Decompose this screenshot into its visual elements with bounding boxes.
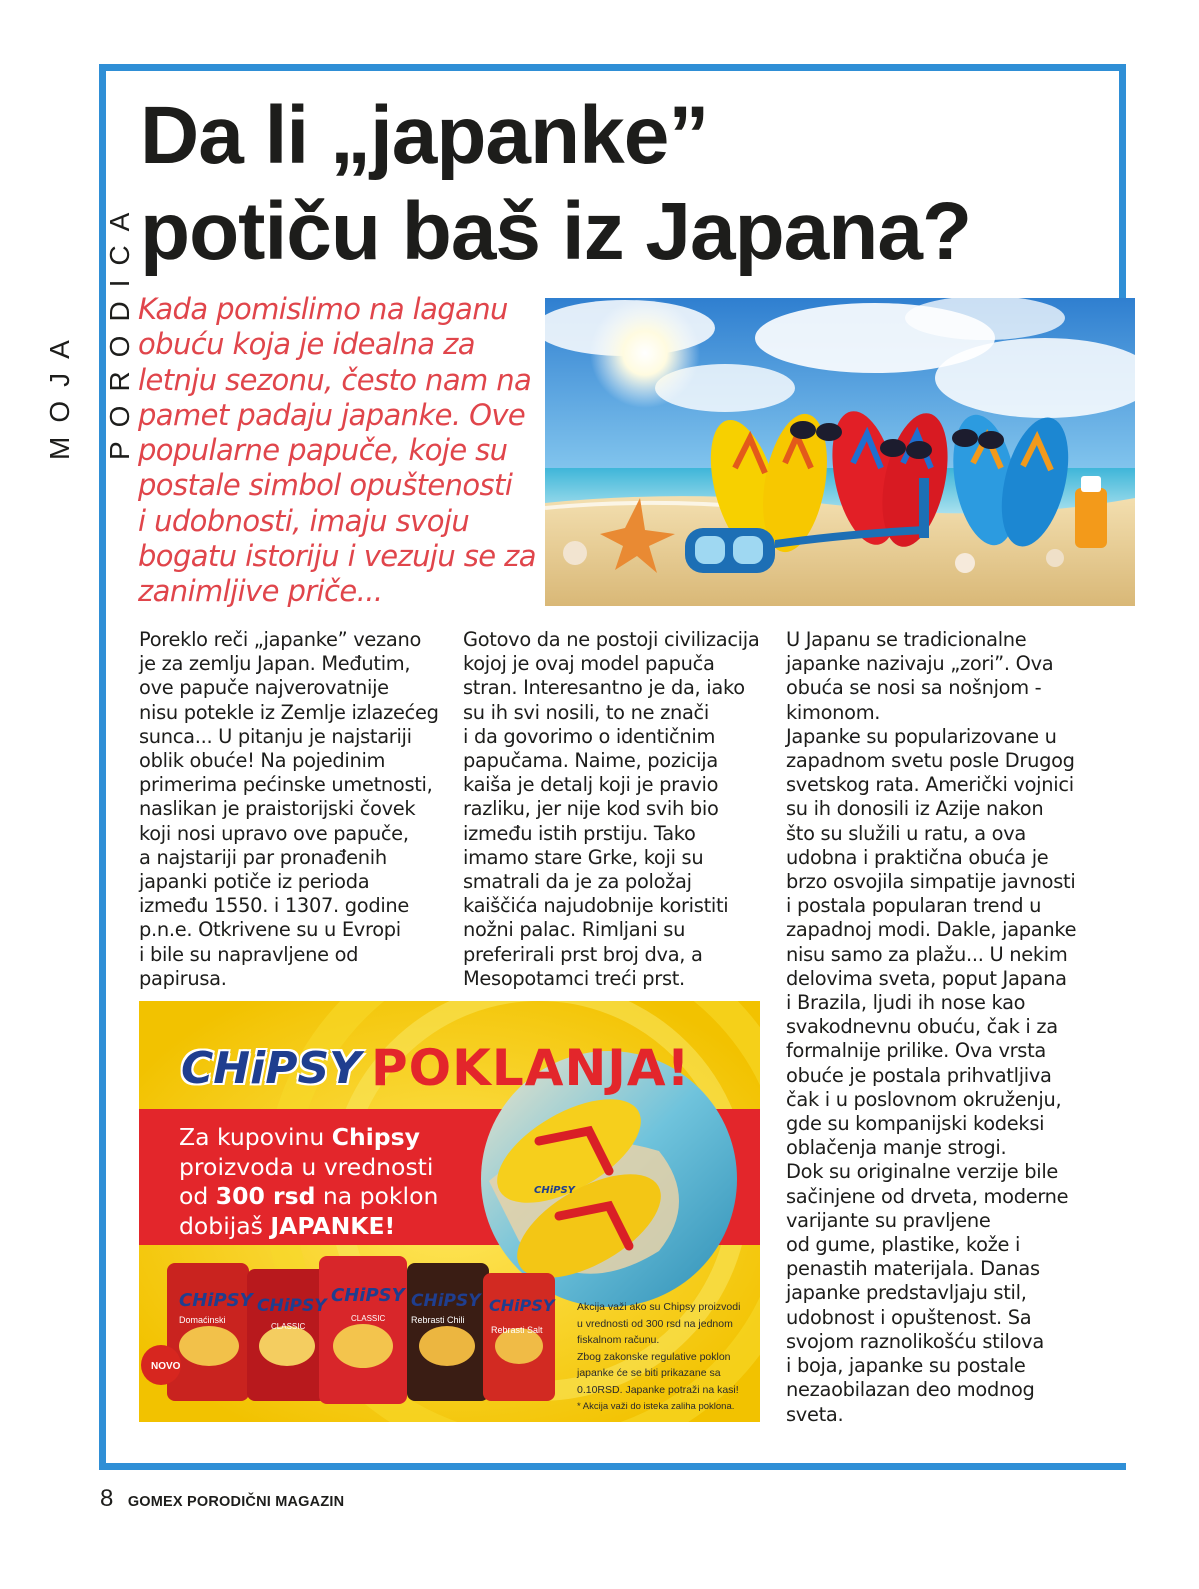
ad-offer-text	[179, 1123, 499, 1241]
lead-line: pamet padaju japanke. Ove	[138, 397, 526, 432]
offer-line	[179, 1123, 499, 1153]
offer-bold: JAPANKE!	[270, 1211, 396, 1240]
lead-line: postale simbol opuštenosti	[138, 468, 513, 503]
body-line: imamo stare Grke, koji su	[463, 845, 704, 869]
lead-line: popularne papuče, koje su	[138, 433, 508, 468]
body-line: i Brazila, ljudi ih nose kao	[786, 991, 1026, 1015]
body-line: a najstariji par pronađenih	[139, 845, 387, 869]
body-line: su ih svi nosili, to ne znači	[463, 700, 709, 724]
body-line: i da govorimo o identičnim	[463, 724, 716, 748]
article-lead	[138, 292, 536, 610]
body-line: p.n.e. Otkrivene su u Evropi	[139, 918, 401, 942]
body-line: sveta.	[786, 1402, 844, 1426]
sandal-brand: CHiPSY	[534, 1185, 575, 1196]
title-line: potiču baš iz Japana?	[140, 186, 972, 277]
magazine-name: GOMEX PORODIČNI MAGAZIN	[127, 1494, 345, 1510]
offer-line	[179, 1212, 499, 1242]
body-line: udobnost i opuštenost. Sa	[786, 1305, 1032, 1329]
article-column-2	[463, 628, 763, 991]
body-line: između 1550. i 1307. godine	[139, 894, 410, 918]
body-line: nisu potekle iz Zemlje izlazećeg	[139, 700, 439, 724]
body-line: U Japanu se tradicionalne	[786, 628, 1027, 651]
body-line: gde su kompanijski kodeksi	[786, 1112, 1045, 1136]
body-line: sunca... U pitanju je najstariji	[139, 724, 412, 748]
article-column-3	[786, 628, 1086, 1427]
article-title	[140, 88, 1100, 280]
body-line: zapadnoj modi. Dakle, japanke	[786, 918, 1077, 942]
body-line: japanki potiče iz perioda	[139, 870, 370, 894]
body-line: obuća se nosi sa nošnjom -	[786, 676, 1042, 700]
offer-line: proizvoda u vrednosti	[179, 1152, 434, 1181]
pack-flavor: Domaćinski	[179, 1315, 226, 1325]
pack-flavor: Rebrasti Chili	[411, 1315, 465, 1325]
chipsy-logo: CHiPSY	[181, 1043, 361, 1094]
frame-bottom-border	[99, 1463, 1126, 1470]
body-line: od gume, plastike, kože i	[786, 1233, 1021, 1257]
body-line: kaiša je detalj koji je pravio	[463, 773, 719, 797]
body-line: kimonom.	[786, 700, 881, 724]
fine-print-line: fiskalnom računu.	[577, 1334, 660, 1347]
novo-badge: NOVO	[151, 1361, 181, 1372]
body-line: Japanke su popularizovane u	[786, 724, 1057, 748]
lead-line: i udobnosti, imaju svoju	[138, 503, 470, 538]
page-number: 8	[100, 1485, 114, 1512]
body-line: svetskog rata. Američki vojnici	[786, 773, 1074, 797]
body-line: Dok su originalne verzije bile	[786, 1160, 1059, 1184]
beach-flip-flops-photo	[545, 298, 1135, 606]
offer-text: Za kupovinu	[179, 1123, 332, 1151]
body-line: što su služili u ratu, a ova	[786, 821, 1026, 845]
lead-line: Kada pomislimo na laganu	[138, 292, 508, 326]
body-line: papučama. Naime, pozicija	[463, 749, 718, 773]
fine-print-line: japanke će se biti prikazane sa	[577, 1367, 721, 1380]
pack-flavor: Rebrasti Salt	[491, 1325, 543, 1335]
body-line: svakodnevnu obuću, čak i za	[786, 1015, 1058, 1039]
pack-flavor: CLASSIC	[351, 1314, 386, 1323]
body-line: preferirali prst broj dva, a	[463, 942, 703, 966]
body-line: japanke predstavljaju stil,	[786, 1281, 1027, 1305]
fine-print-line: Zbog zakonske regulative poklon	[577, 1350, 731, 1363]
body-line: razliku, jer nije kod svih bio	[463, 797, 719, 821]
body-line: i boja, japanke su postale	[786, 1354, 1026, 1378]
body-line: stran. Interesantno je da, iako	[463, 676, 745, 700]
body-line: Mesopotamci treći prst.	[463, 966, 685, 990]
fine-print-line: 0.10RSD. Japanke potraži na kasi!	[577, 1383, 739, 1396]
pack-brand: CHiPSY	[331, 1285, 405, 1306]
body-line: obuće je postala prihvatljiva	[786, 1063, 1052, 1087]
body-line: koji nosi upravo ove papuče,	[139, 821, 409, 845]
body-line: papirusa.	[139, 966, 227, 990]
pack-brand: CHiPSY	[411, 1291, 481, 1311]
lead-line: bogatu istoriju i vezuju se za	[138, 539, 536, 574]
section-label: MOJA PORODICA	[44, 198, 135, 460]
pack-brand: CHiPSY	[489, 1296, 555, 1315]
offer-text: dobijaš	[179, 1211, 271, 1240]
body-line: naslikan je praistorijski čovek	[139, 797, 416, 821]
ad-fine-print	[577, 1299, 757, 1415]
fine-print-line: u vrednosti od 300 rsd na jednom	[577, 1317, 733, 1330]
body-line: sačinjene od drveta, moderne	[786, 1184, 1069, 1208]
body-line: delovima sveta, poput Japana	[786, 966, 1067, 990]
lead-line: letnju sezonu, često nam na	[138, 362, 532, 397]
offer-bold: 300 rsd	[215, 1182, 316, 1210]
body-line: primerima pećinske umetnosti,	[139, 773, 433, 797]
fine-print-note: * Akcija važi do isteka zaliha poklona.	[577, 1400, 735, 1412]
chipsy-advertisement[interactable]	[139, 1001, 760, 1422]
frame-right-border	[1119, 64, 1126, 298]
body-line: i bile su napravljene od	[139, 942, 359, 966]
body-line: čak i u poslovnom okruženju,	[786, 1087, 1062, 1111]
body-line: su ih donosili iz Azije nakon	[786, 797, 1044, 821]
body-line: Gotovo da ne postoji civilizacija	[463, 628, 760, 651]
body-line: i postala popularan trend u	[786, 894, 1042, 918]
body-line: oblik obuće! Na pojedinim	[139, 749, 386, 773]
lead-line: obuću koja je idealna za	[138, 327, 475, 362]
pack-brand: CHiPSY	[257, 1296, 327, 1316]
offer-text: od	[179, 1182, 216, 1210]
body-line: kojoj je ovaj model papuča	[463, 652, 715, 676]
beach-illustration	[545, 298, 1135, 606]
body-line: oblačenja manje strogi.	[786, 1136, 1007, 1160]
body-line: nezaobilazan deo modnog	[786, 1378, 1035, 1402]
body-line: penastih materijala. Danas	[786, 1257, 1040, 1281]
body-line: između istih prstiju. Tako	[463, 821, 696, 845]
sunscreen-bottle	[1075, 488, 1107, 548]
body-line: kaiščića najudobnije koristiti	[463, 894, 729, 918]
page-footer	[100, 1484, 344, 1514]
body-line: nisu samo za plažu... U nekim	[786, 942, 1068, 966]
body-line: Poreklo reči „japanke” vezano	[139, 628, 422, 651]
body-line: brzo osvojila simpatije javnosti	[786, 870, 1076, 894]
ad-headline: POKLANJA!	[371, 1039, 691, 1097]
body-line: formalnije prilike. Ova vrsta	[786, 1039, 1046, 1063]
article-column-1	[139, 628, 439, 991]
body-line: zapadnom svetu posle Drugog	[786, 749, 1075, 773]
lead-line: zanimljive priče...	[138, 574, 383, 609]
body-line: smatrali da je za položaj	[463, 870, 692, 894]
offer-bold: Chipsy	[331, 1123, 420, 1151]
body-line: japanke nazivaju „zori”. Ova	[786, 652, 1054, 676]
body-line: je za zemlju Japan. Međutim,	[139, 652, 411, 676]
body-line: nožni palac. Rimljani su	[463, 918, 686, 942]
frame-top-border	[99, 64, 1126, 71]
body-line: varijante su pravljene	[786, 1208, 991, 1232]
title-line: Da li „japanke”	[140, 90, 709, 181]
body-line: svojom raznolikošću stilova	[786, 1329, 1044, 1353]
fine-print-line: Akcija važi ako su Chipsy proizvodi	[577, 1301, 741, 1313]
offer-text: na poklon	[315, 1182, 439, 1210]
body-line: ove papuče najverovatnije	[139, 676, 389, 700]
offer-line	[179, 1182, 499, 1212]
pack-flavor: CLASSIC	[271, 1322, 306, 1331]
body-line: udobna i praktična obuća je	[786, 845, 1049, 869]
pack-brand: CHiPSY	[179, 1290, 253, 1311]
